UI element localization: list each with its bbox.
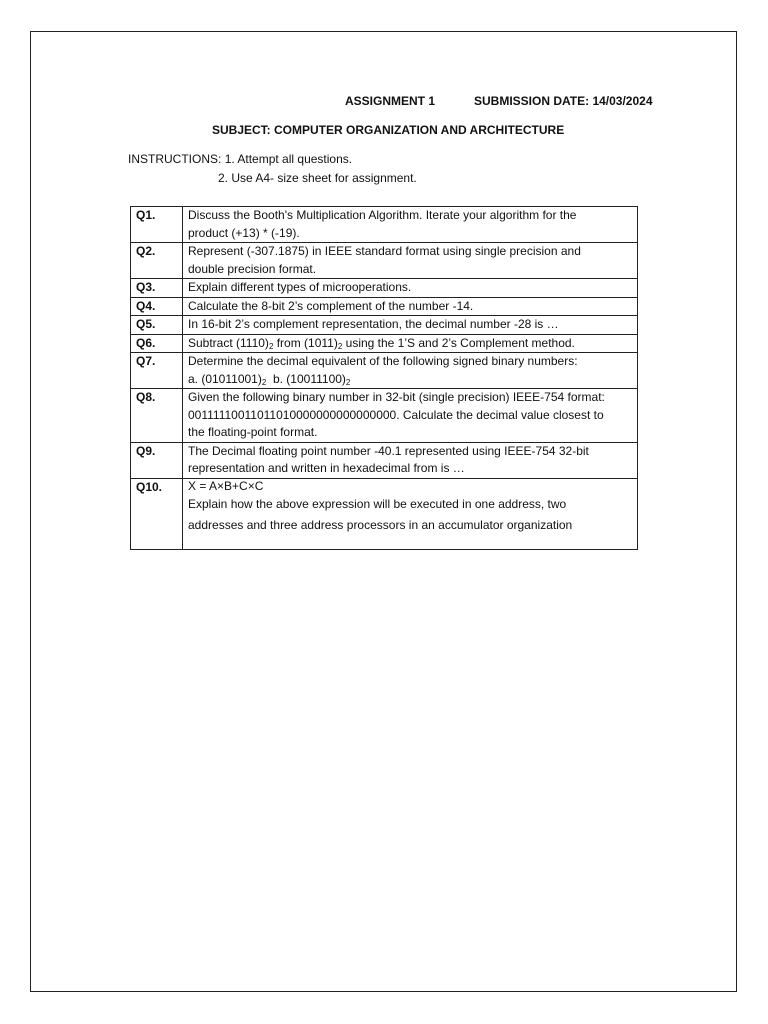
subscript: 2 bbox=[345, 377, 351, 387]
question-text bbox=[183, 207, 638, 243]
table-row bbox=[131, 389, 638, 443]
table-row bbox=[131, 243, 638, 279]
question-number: Q2. bbox=[131, 243, 183, 279]
question-line: Given the following binary number in 32-bit (single precision) IEEE-754 format: bbox=[188, 390, 605, 404]
question-line: double precision format. bbox=[188, 261, 317, 276]
table-row bbox=[131, 297, 638, 316]
instructions-line-1 bbox=[128, 152, 352, 166]
question-line: addresses and three address processors in an accumulator organization bbox=[188, 517, 573, 532]
question-text bbox=[183, 389, 638, 443]
question-line: Explain different types of microoperations. bbox=[188, 280, 412, 294]
table-row bbox=[131, 353, 638, 389]
question-line: The Decimal floating point number -40.1 represented using IEEE-754 32-bit bbox=[188, 443, 589, 458]
question-line: Determine the decimal equivalent of the following signed binary numbers: bbox=[188, 354, 578, 368]
question-text bbox=[183, 478, 638, 549]
question-line: 00111110011011010000000000000000. Calculate the decimal value closest to bbox=[188, 407, 604, 422]
question-line: the floating-point format. bbox=[188, 425, 318, 439]
question-number: Q8. bbox=[131, 389, 183, 443]
table-row bbox=[131, 316, 638, 335]
table-row bbox=[131, 478, 638, 549]
table-row bbox=[131, 279, 638, 298]
question-number: Q9. bbox=[131, 442, 183, 478]
question-text bbox=[183, 279, 638, 298]
table-row bbox=[131, 334, 638, 353]
question-text bbox=[183, 353, 638, 389]
question-text bbox=[183, 316, 638, 335]
question-text bbox=[183, 442, 638, 478]
text-segment: a. (01011001) bbox=[188, 371, 262, 386]
table-row bbox=[131, 442, 638, 478]
question-number: Q1. bbox=[131, 207, 183, 243]
question-line bbox=[188, 371, 632, 389]
text-segment: Subtract (1110) bbox=[188, 335, 269, 350]
assignment-title: ASSIGNMENT 1 bbox=[345, 94, 436, 108]
question-line: product (+13) * (-19). bbox=[188, 225, 300, 240]
question-number: Q3. bbox=[131, 279, 183, 298]
question-number: Q4. bbox=[131, 297, 183, 316]
question-text bbox=[183, 297, 638, 316]
submission-date: SUBMISSION DATE: 14/03/2024 bbox=[474, 94, 653, 108]
question-line: Represent (-307.1875) in IEEE standard format using single precision and bbox=[188, 244, 581, 258]
instruction-item-1: 1. Attempt all questions. bbox=[224, 152, 353, 166]
instruction-item-2: 2. Use A4- size sheet for assignment. bbox=[218, 171, 417, 185]
question-line: In 16-bit 2’s complement representation, the decimal number -28 is … bbox=[188, 317, 559, 331]
questions-table bbox=[130, 206, 638, 550]
question-text bbox=[183, 243, 638, 279]
question-number: Q10. bbox=[131, 478, 183, 549]
question-line: Calculate the 8-bit 2’s complement of the number -14. bbox=[188, 298, 474, 313]
subscript: 2 bbox=[337, 341, 343, 351]
subject-heading: SUBJECT: COMPUTER ORGANIZATION AND ARCHITECTURE bbox=[212, 123, 565, 137]
question-text bbox=[183, 334, 638, 353]
table-row bbox=[131, 207, 638, 243]
question-line bbox=[188, 335, 632, 353]
subscript: 2 bbox=[268, 341, 274, 351]
question-number: Q5. bbox=[131, 316, 183, 335]
question-line: Discuss the Booth's Multiplication Algorithm. Iterate your algorithm for the bbox=[188, 208, 577, 222]
subscript: 2 bbox=[261, 377, 267, 387]
text-segment: using the 1’S and 2’s Complement method. bbox=[342, 335, 575, 350]
text-segment: from (1011) bbox=[273, 335, 338, 350]
question-line: X = A×B+C×C bbox=[188, 478, 264, 493]
question-line: Explain how the above expression will be executed in one address, two bbox=[188, 496, 567, 511]
text-segment: b. (10011100) bbox=[266, 371, 346, 386]
question-number: Q7. bbox=[131, 353, 183, 389]
instructions-label: INSTRUCTIONS: bbox=[128, 152, 222, 166]
question-number: Q6. bbox=[131, 334, 183, 353]
question-line: representation and written in hexadecimal from is … bbox=[188, 461, 465, 475]
